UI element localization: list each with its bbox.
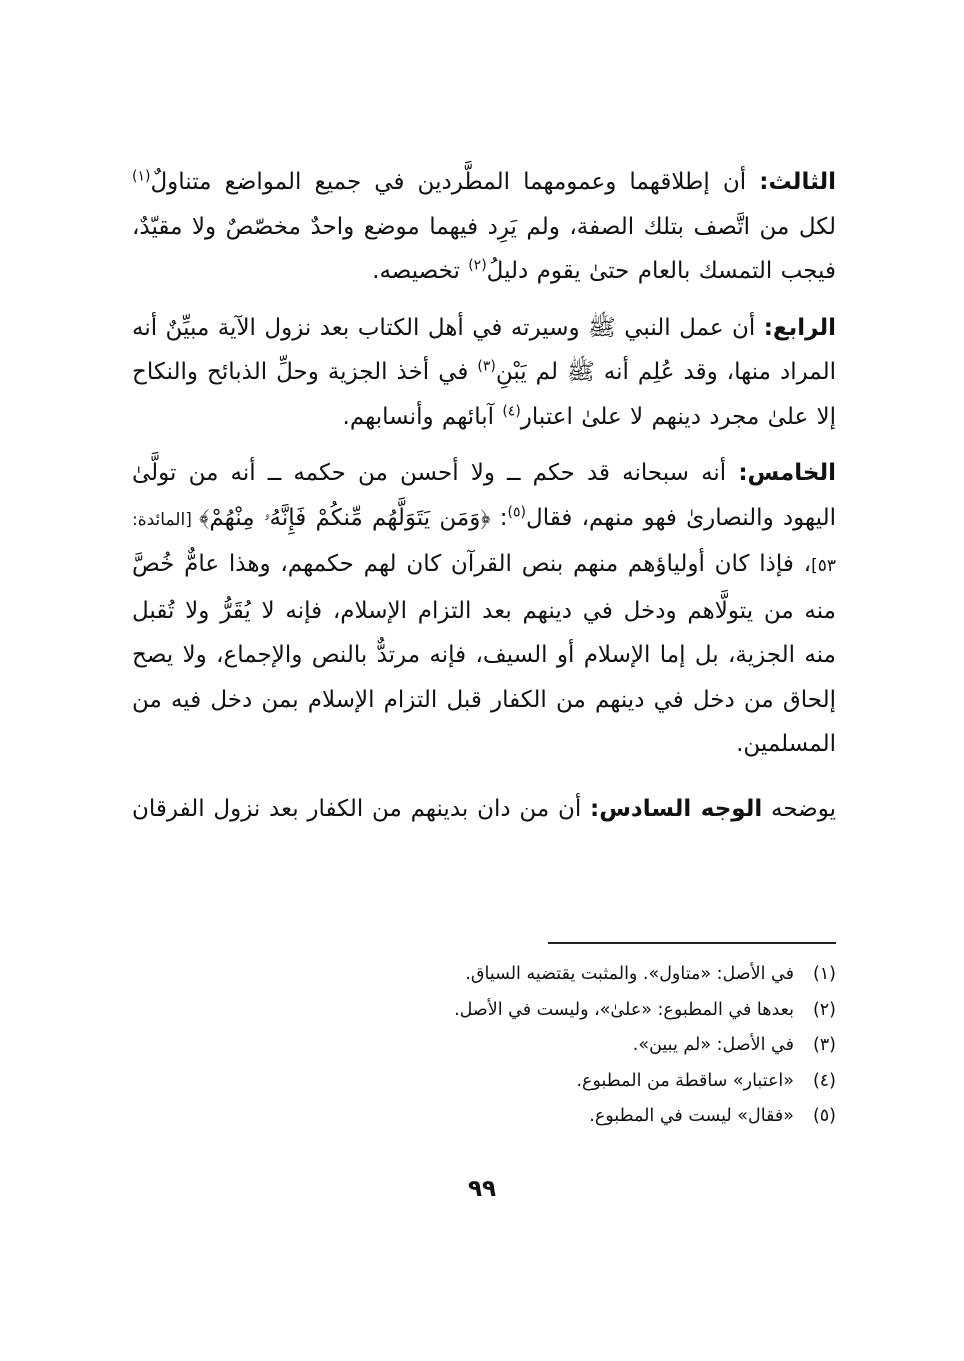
footnote-text: «اعتبار» ساقطة من المطبوع.	[576, 1070, 794, 1091]
footnote-number: (٥)	[812, 1106, 836, 1126]
footnote-text: «فقال» ليست في المطبوع.	[589, 1106, 794, 1126]
paragraph-heading: الثالث:	[759, 169, 836, 195]
paragraph-text: أن إطلاقهما وعمومهما المطَّردين في جميع المواضع متناولٌ	[150, 169, 760, 195]
footnote-item	[132, 993, 836, 1029]
paragraph-heading: الخامس:	[738, 460, 836, 486]
paragraph-fourth	[132, 306, 836, 440]
footnote-number: (٢)	[812, 999, 836, 1020]
paragraph-text: آبائهم وأنسابهم.	[342, 403, 503, 430]
footnote-item	[132, 1064, 836, 1100]
paragraph-third	[132, 160, 836, 294]
footnote-marker[interactable]: (٥)	[507, 503, 527, 520]
paragraph-heading: الوجه السادس:	[590, 795, 763, 822]
quran-verse: ﴿وَمَن يَتَوَلَّهُم مِّنكُمْ فَإِنَّهُۥ مِنْهُمْ﴾	[199, 504, 491, 531]
footnote-text: في الأصل: «متاول». والمثبت يقتضيه السياق.	[465, 964, 794, 984]
footnotes	[132, 957, 836, 1135]
footnote-number: (٣)	[812, 1035, 836, 1055]
page-number: ٩٩	[467, 1176, 497, 1202]
footnote-number: (١)	[812, 964, 836, 984]
footnote-text: في الأصل: «لم يبين».	[632, 1035, 794, 1055]
paragraph-fifth	[132, 451, 836, 767]
paragraph-sixth	[132, 787, 836, 832]
footnote-item	[132, 1028, 836, 1064]
paragraph-heading: الرابع:	[763, 314, 836, 341]
paragraph-text: في أخذ الجزية وحلِّ الذبائح والنكاح إلا علىٰ مجرد دينهم لا علىٰ اعتبار	[132, 359, 836, 430]
footnote-item	[132, 957, 836, 993]
paragraph-text: أن عمل النبي ﷺ وسيرته في أهل الكتاب بعد نزول الآية مبيِّنٌ أنه المراد منها، وقد عُلِم أنه ﷺ لم يَبْنِ	[132, 314, 836, 385]
footnote-marker[interactable]: (٣)	[477, 358, 496, 375]
verse-reference: [المائدة: ٥٣]	[132, 509, 836, 576]
paragraph-text: يوضحه	[762, 795, 836, 822]
paragraph-text: ، فإذا كان أولياؤهم منهم بنص القرآن كان لهم حكمهم، وهذا عامٌّ خُصَّ منه من يتولَّاهم ودخل في دينهم بعد التزام الإسلام، فإنه لا يُقَرُّ ولا تُقبل منه الجزية، بل إما الإسلام أو السيف، فإنه مرتدٌّ بالنص والإجماع، ولا يصح إلحاق من دخل في دينهم من الكفار قبل التزام الإسلام بمن دخل فيه من المسلمين.	[132, 551, 836, 757]
footnote-marker[interactable]: (٤)	[502, 402, 521, 419]
paragraph-text: أنه سبحانه قد حكم ــ ولا أحسن من حكمه ــ أنه من تولَّىٰ اليهود والنصارىٰ فهو منهم، فقال	[132, 460, 836, 531]
footnote-separator	[548, 942, 836, 944]
main-text	[132, 160, 836, 843]
footnote-marker[interactable]: (١)	[132, 168, 151, 185]
footnote-text: بعدها في المطبوع: «علىٰ»، وليست في الأصل.	[454, 999, 794, 1020]
paragraph-text: :	[490, 504, 508, 531]
footnote-number: (٤)	[812, 1070, 836, 1091]
paragraph-text: تخصيصه.	[372, 258, 469, 284]
paragraph-text: أن من دان بدينهم من الكفار بعد نزول الفرقان	[132, 795, 590, 822]
paragraph-text: لكل من اتَّصف بتلك الصفة، ولم يَرِد فيهما موضع واحدٌ مخصّصٌ ولا مقيّدٌ، فيجب التمسك بالعام حتىٰ يقوم دليلُ	[132, 213, 836, 284]
footnote-marker[interactable]: (٢)	[468, 257, 487, 274]
footnote-item	[132, 1099, 836, 1135]
